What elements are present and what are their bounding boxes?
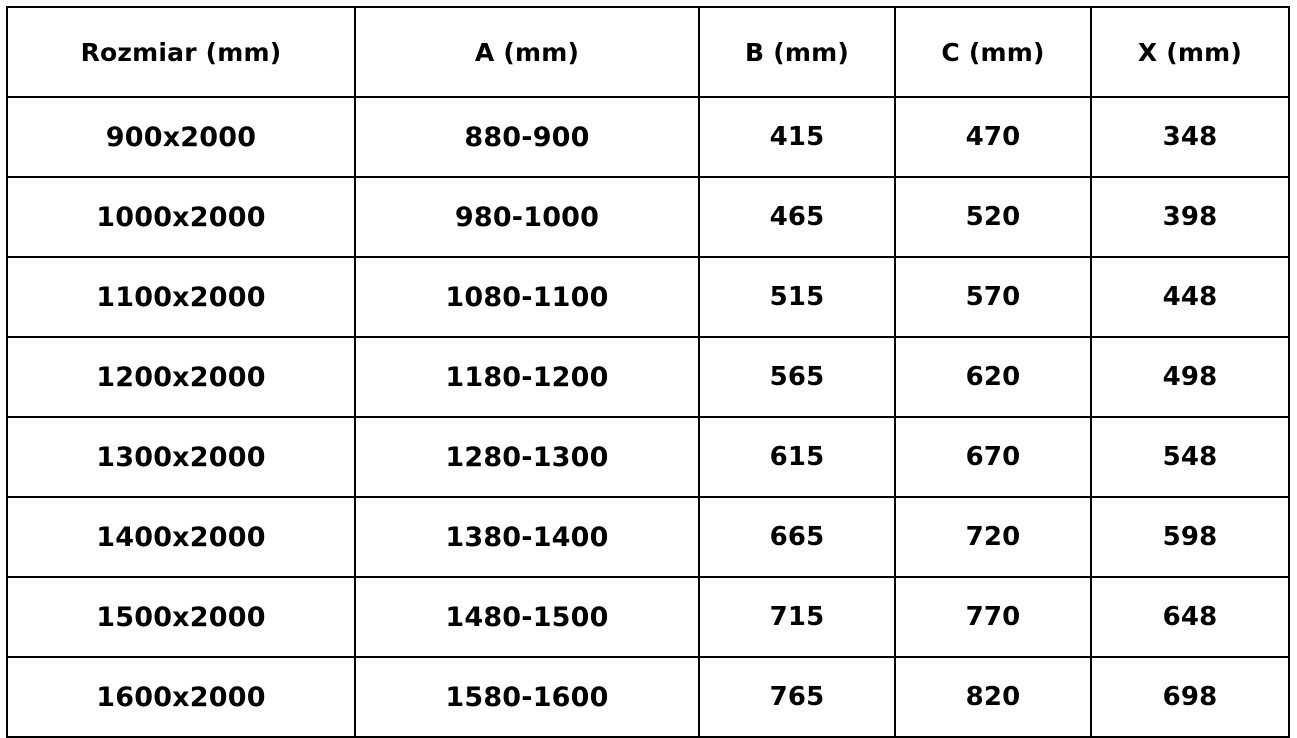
table-row bbox=[7, 337, 1289, 417]
cell-a: 1180-1200 bbox=[355, 337, 699, 417]
cell-c: 570 bbox=[895, 257, 1091, 337]
dimensions-table bbox=[6, 6, 1290, 738]
cell-b: 765 bbox=[699, 657, 895, 737]
cell-size: 1200x2000 bbox=[7, 337, 355, 417]
cell-size: 1600x2000 bbox=[7, 657, 355, 737]
cell-c: 670 bbox=[895, 417, 1091, 497]
cell-x: 398 bbox=[1091, 177, 1289, 257]
cell-size: 1000x2000 bbox=[7, 177, 355, 257]
column-header-b: B (mm) bbox=[699, 7, 895, 97]
table-row bbox=[7, 97, 1289, 177]
column-header-size: Rozmiar (mm) bbox=[7, 7, 355, 97]
cell-b: 615 bbox=[699, 417, 895, 497]
table-row bbox=[7, 417, 1289, 497]
cell-b: 415 bbox=[699, 97, 895, 177]
cell-size: 1400x2000 bbox=[7, 497, 355, 577]
cell-a: 1580-1600 bbox=[355, 657, 699, 737]
table-body bbox=[7, 97, 1289, 737]
cell-x: 598 bbox=[1091, 497, 1289, 577]
table-row bbox=[7, 177, 1289, 257]
cell-a: 880-900 bbox=[355, 97, 699, 177]
column-header-x: X (mm) bbox=[1091, 7, 1289, 97]
cell-c: 620 bbox=[895, 337, 1091, 417]
cell-c: 470 bbox=[895, 97, 1091, 177]
column-header-c: C (mm) bbox=[895, 7, 1091, 97]
cell-b: 665 bbox=[699, 497, 895, 577]
column-header-a: A (mm) bbox=[355, 7, 699, 97]
cell-a: 1480-1500 bbox=[355, 577, 699, 657]
cell-a: 980-1000 bbox=[355, 177, 699, 257]
cell-b: 565 bbox=[699, 337, 895, 417]
cell-c: 770 bbox=[895, 577, 1091, 657]
cell-c: 820 bbox=[895, 657, 1091, 737]
table-row bbox=[7, 497, 1289, 577]
cell-b: 715 bbox=[699, 577, 895, 657]
cell-size: 1300x2000 bbox=[7, 417, 355, 497]
cell-a: 1380-1400 bbox=[355, 497, 699, 577]
cell-size: 1100x2000 bbox=[7, 257, 355, 337]
cell-a: 1080-1100 bbox=[355, 257, 699, 337]
cell-x: 498 bbox=[1091, 337, 1289, 417]
table-header bbox=[7, 7, 1289, 97]
cell-x: 548 bbox=[1091, 417, 1289, 497]
cell-b: 515 bbox=[699, 257, 895, 337]
table-header-row bbox=[7, 7, 1289, 97]
cell-c: 520 bbox=[895, 177, 1091, 257]
cell-size: 900x2000 bbox=[7, 97, 355, 177]
cell-c: 720 bbox=[895, 497, 1091, 577]
cell-a: 1280-1300 bbox=[355, 417, 699, 497]
cell-size: 1500x2000 bbox=[7, 577, 355, 657]
cell-x: 698 bbox=[1091, 657, 1289, 737]
table-row bbox=[7, 657, 1289, 737]
table-row bbox=[7, 257, 1289, 337]
cell-x: 448 bbox=[1091, 257, 1289, 337]
cell-x: 648 bbox=[1091, 577, 1289, 657]
table-row bbox=[7, 577, 1289, 657]
cell-x: 348 bbox=[1091, 97, 1289, 177]
cell-b: 465 bbox=[699, 177, 895, 257]
